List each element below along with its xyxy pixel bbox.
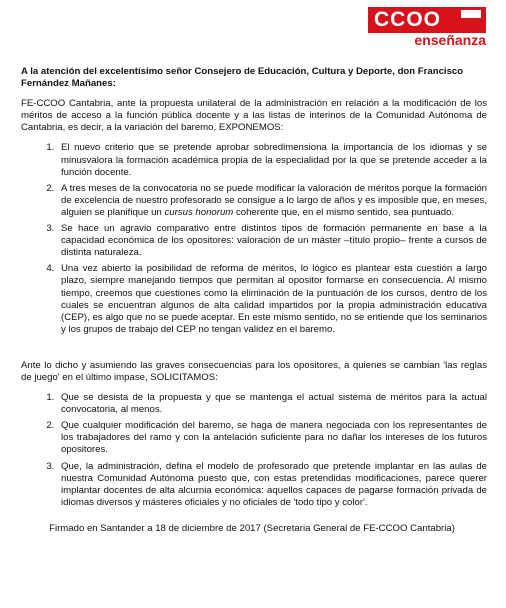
exponemos-item-2: [57, 183, 487, 219]
exponemos-item-4: 4. Una vez abierto la posibilidad de reforma de méritos, lo lógico es plantear esta cuestión a largo plazo, siempre manejando tiempos que permitan al opositor formarse en consecuencia. Al mismo tiempo, creemos que cuestiones como la eliminación de la puntuación de los cursos, dentro de los cuales se encuentran algunos de alta calidad impartidos por la propia administración educativa (CEP), es algo que no se puede aceptar. En este mismo sentido, no se entiende que los seminarios y los grupos de trabajo del CEP no tengan validez en el baremo.: [57, 263, 487, 336]
logo-subtitle: enseñanza: [414, 32, 486, 48]
transition-paragraph: Ante lo dicho y asumiendo las graves consecuencias para los opositores, a quienes se cambian 'las reglas de juego' en el último impase, SOLICITAMOS:: [21, 359, 487, 383]
exponemos-item-3: 3. Se hace un agravio comparativo entre distintos tipos de formación permanente en base a la capacidad económica de los opositores: valoración de un máster –título propio– frente a cursos de distinta naturaleza.: [57, 223, 487, 259]
logo-letters: CCOO: [374, 8, 441, 31]
solicitamos-item-2: 2. Que cualquier modificación del baremo, se haga de manera negociada con los representantes de los trabajadores del ramo y con la antelación suficiente para no dañar los intereses de los futuros opositores.: [57, 420, 487, 456]
solicitamos-item-1: 1. Que se desista de la propuesta y que se mantenga el actual sistema de méritos para la actual convocatoria, al menos.: [57, 392, 487, 416]
addressee-heading: A la atención del excelentísimo señor Consejero de Educación, Cultura y Deporte, don Francisco Fernández Mañanes:: [21, 66, 464, 90]
letter-body: [17, 66, 487, 535]
exponemos-item-2-italic: cursus honorum: [164, 206, 234, 218]
signature-line: Firmado en Santander a 18 de diciembre de 2017 (Secretaria General de FE-CCOO Cantabria): [49, 522, 455, 534]
exponemos-item-1: 1. El nuevo criterio que se pretende aprobar sobredimensiona la importancia de los idiomas y se minusvalora la formación académica propia de la especialidad por la que se pretende acceder a la función docente.: [57, 142, 487, 178]
intro-paragraph: FE-CCOO Cantabria, ante la propuesta unilateral de la administración en relación a la modificación de los méritos de acceso a la función pública docente y a las listas de interinos de la Comunidad Autónoma de Cantabria, es decir, a la variación del baremo, EXPONEMOS:: [21, 98, 487, 134]
ccoo-logo: [368, 7, 486, 47]
exponemos-item-2-after: coherente que, en el mismo sentido, sea puntuado.: [233, 206, 455, 218]
solicitamos-list: [17, 392, 487, 509]
exponemos-item-2-before: A tres meses de la convocatoria no se puede modificar la valoración de méritos porque la formación de excelencia de nuestro profesorado se consigue a lo largo de años y es imposible que, en meses, alguien se planifique un: [61, 182, 487, 218]
solicitamos-item-3: 3. Que, la administración, defina el modelo de profesorado que pretende implantar en las aulas de nuestra Comunidad Autónoma puesto que, con estas pretendidas modificaciones, parece querer implantar docentes de alta alcurnia económica: aquellos capaces de pagarse formación privada de idiomas diversos y másteres oficiales y no oficiales de 'todo tipo y color'.: [57, 461, 487, 509]
exponemos-list: [17, 142, 487, 335]
logo-flag-icon: [461, 10, 481, 30]
logo-red-bar: [368, 7, 486, 33]
